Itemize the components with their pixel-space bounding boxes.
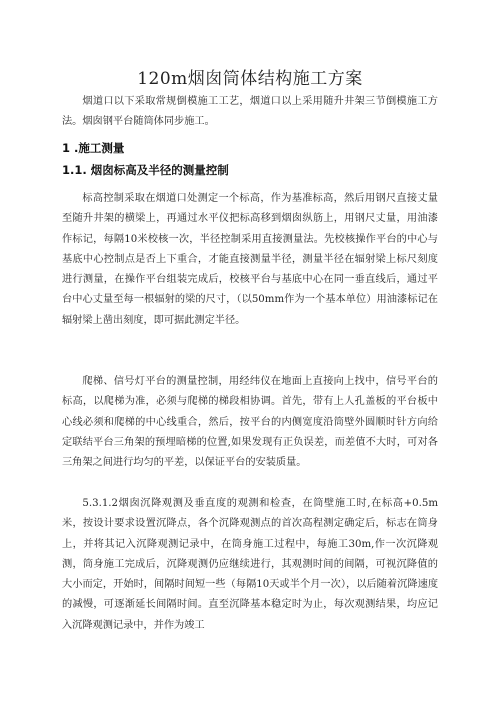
settlement-observation-paragraph: 5.3.1.2烟囱沉降观测及垂直度的观测和检查，在筒壁施工时,在标高+0.5m米，按设计要求设置沉降点，各个沉降观测点的首次高程测定确定后，标志在筒身上，并将其记入沉降观测记录中，在筒身施工过程中，每施工30m,作一次沉降观测，筒身施工完成后，沉降观测仍应继续进行，其观测时间的间隔，可视沉降值的大小而定，开始时，间隔时间短一些（每隔10天或半个月一次），以后随着沉降速度的减慢，可逐渐延长间隔时间。直至沉降基本稳定时为止，每次观测结果，均应记入沉降观测记录中，并作为竣工 (62, 498, 438, 631)
ladder-platform-paragraph: 爬梯、信号灯平台的测量控制，用经纬仪在地面上直接向上找中，信号平台的标高，以爬梯为准，必须与爬梯的梯段相协调。首先，带有上人孔盖板的平台板中心线必须和爬梯的中心线重合，然后，按平台的内侧宽度沿筒壁外圆顺时针方向给定联结平台三角架的预埋暗梯的位置,如果发现有正负误差，而差值不大时，可对各三角架之间进行均匀的平差，以保证平台的安装质量。 (62, 376, 438, 469)
section-heading-construction-survey: 1 .施工测量 (62, 141, 125, 155)
document-title: 120m烟囱筒体结构施工方案 (137, 69, 363, 89)
intro-paragraph: 烟道口以下采取常规倒模施工工艺，烟道口以上采用随升井架三节倒模施工方法。烟囱钢平台随筒体同步施工。 (62, 96, 438, 128)
elevation-radius-paragraph: 标高控制采取在烟道口处测定一个标高，作为基准标高，然后用钢尺直接丈量至随升井架的横梁上，再通过水平仪把标高移到烟囱纵筋上，用钢尺丈量，用油漆作标记，每隔10米校核一次，半径控制采用直接测量法。先校核操作平台的中心与基底中心控制点是否上下重合，才能直接测量半径，测量半径在辐射梁上标尺刻度进行测量，在操作平台组装完成后，校核平台与基底中心在同一垂直线后，通过平台中心丈量至每一根辐射的梁的尺寸，（以50mm作为一个基本单位）用油漆标记在辐射梁上凿出刻度，即可据此测定半径。 (62, 193, 438, 326)
subsection-heading-elevation-radius-control: 1.1. 烟囱标高及半径的测量控制 (62, 163, 229, 177)
